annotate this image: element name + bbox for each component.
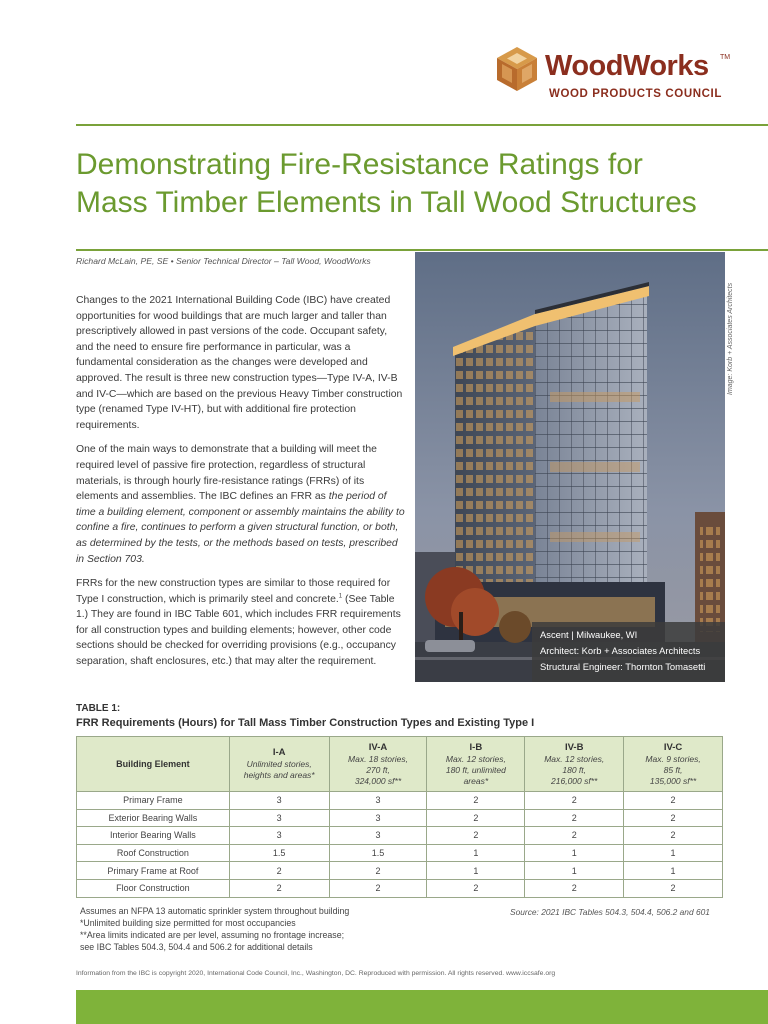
table-cell: 2 (525, 809, 624, 827)
table-cell: 2 (229, 862, 329, 880)
column-header (427, 737, 525, 792)
paragraph-3 (76, 576, 406, 670)
table-cell: 1 (525, 844, 624, 862)
column-detail: heights and areas* (243, 770, 315, 780)
column-detail: 180 ft, unlimited (445, 764, 506, 775)
paragraph-3-text: FRRs for the new construction types are similar to those required for Type I construction, which is primarily steel and concrete. (76, 578, 391, 605)
author-byline: Richard McLain, PE, SE • Senior Technical Director – Tall Wood, WoodWorks (76, 256, 371, 266)
table-row (77, 792, 723, 810)
logo-name: WoodWorks (545, 50, 709, 82)
column-type: IV-C (663, 741, 683, 753)
table-cell: 2 (525, 827, 624, 845)
table-notes (80, 905, 410, 953)
column-detail: 216,000 sf** (551, 775, 598, 786)
table-cell: 2 (427, 792, 525, 810)
caption-project: Ascent | Milwaukee, WI (540, 629, 638, 640)
table-cell: 1.5 (329, 844, 427, 862)
logo-subtitle: WOOD PRODUCTS COUNCIL (549, 88, 722, 100)
photo-credit (726, 265, 740, 395)
woodworks-logo (496, 44, 736, 106)
table-cell: 2 (624, 792, 723, 810)
article-body (76, 293, 406, 679)
column-type: IV-B (564, 741, 584, 753)
title-line-1: Demonstrating Fire-Resistance Ratings for (76, 148, 643, 181)
table-cell: 2 (329, 879, 427, 897)
table-cell: 2 (427, 827, 525, 845)
column-type: I-A (272, 747, 286, 758)
logo-trademark: TM (720, 54, 731, 61)
table-label: TABLE 1: (76, 703, 121, 714)
table-row (77, 844, 723, 862)
row-element: Roof Construction (77, 844, 230, 862)
column-detail: 85 ft, (663, 764, 683, 775)
table-cell: 2 (329, 862, 427, 880)
table-cell: 2 (427, 879, 525, 897)
table-cell: 2 (624, 809, 723, 827)
column-type: I-B (469, 741, 483, 753)
row-element: Interior Bearing Walls (77, 827, 230, 845)
frr-definition: the period of time a building element, component or assembly maintains the ability to confine a fire, continues to perform a given structural function, or both, as determined by the tests, or the methods based on tests, prescribed in Section 703. (76, 491, 405, 565)
table-cell: 2 (525, 792, 624, 810)
caption-architect: Architect: Korb + Associates Architects (540, 645, 701, 656)
footer-bar (76, 990, 768, 1024)
tower-illustration (415, 252, 725, 682)
table-row (77, 827, 723, 845)
title-divider (76, 249, 768, 251)
photo-caption (532, 622, 725, 682)
table-header-row (77, 737, 723, 792)
caption-engineer: Structural Engineer: Thornton Tomasetti (540, 661, 706, 672)
note-line: Assumes an NFPA 13 automatic sprinkler system throughout building (80, 906, 350, 916)
column-header (525, 737, 624, 792)
table-cell: 2 (624, 879, 723, 897)
column-detail: Max. 9 stories, (645, 753, 701, 764)
table-cell: 2 (427, 809, 525, 827)
table-cell: 3 (329, 792, 427, 810)
page-title (76, 146, 756, 222)
column-detail: 324,000 sf** (354, 775, 402, 786)
row-element: Primary Frame (77, 792, 230, 810)
column-type: IV-A (368, 741, 388, 753)
column-header-element: Building Element (77, 737, 230, 792)
table-cell: 1 (427, 862, 525, 880)
table-cell: 1.5 (229, 844, 329, 862)
paragraph-3-text-end: (See Table 1.) They are found in IBC Table 601, which includes FRR requirements for all construction types and building elements; however, other code sections should be checked for overriding provisions (e.g., occupancy separation, shaft enclosures, etc.) that may alter the requirement. (76, 593, 401, 668)
paragraph-2 (76, 442, 406, 567)
paragraph-2-text: One of the main ways to demonstrate that a building will meet the required level of passive fire protection, regardless of structural materials, is through hourly fire-resistance ratings (FRRs) of its elements and assemblies. The IBC defines an FRR as (76, 444, 377, 503)
table-cell: 1 (624, 844, 723, 862)
column-detail: Max. 18 stories, (348, 753, 409, 764)
top-divider (76, 124, 768, 126)
copyright-notice: Information from the IBC is copyright 2020, International Code Council, Inc., Washington, DC. Reproduced with permission. All rights reserved. www.iccsafe.org (76, 970, 556, 977)
paragraph-1: Changes to the 2021 International Building Code (IBC) have created opportunities for wood buildings that are much larger and taller than prescriptively allowed in past versions of the code. Occupant safety, and the need to ensure fire performance in particular, was a fundamental consideration as the changes were developed and approved. The result is three new construction types—Type IV-A, IV-B and IV-C—which are based on the previous Heavy Timber construction type (renamed Type IV-HT), but with additional fire protection requirements. (76, 295, 403, 431)
note-line: **Area limits indicated are per level, assuming no frontage increase; (80, 930, 345, 940)
photo-credit-text: Image: Korb + Associates Architects (727, 282, 734, 395)
column-detail: 270 ft, (366, 764, 390, 775)
frr-table (76, 736, 723, 898)
table-row (77, 809, 723, 827)
table-cell: 3 (229, 792, 329, 810)
table-row (77, 862, 723, 880)
table-cell: 2 (525, 879, 624, 897)
table-source: Source: 2021 IBC Tables 504.3, 504.4, 506.2 and 601 (510, 907, 710, 917)
row-element: Primary Frame at Roof (77, 862, 230, 880)
column-detail: Unlimited stories, (246, 759, 312, 769)
footnote-marker: 1 (338, 593, 343, 600)
row-element: Exterior Bearing Walls (77, 809, 230, 827)
table-cell: 3 (229, 809, 329, 827)
row-element: Floor Construction (77, 879, 230, 897)
building-photo (415, 252, 725, 682)
note-line: see IBC Tables 504.3, 504.4 and 506.2 for additional details (80, 942, 313, 952)
table-cell: 2 (229, 879, 329, 897)
title-line-2: Mass Timber Elements in Tall Wood Structures (76, 186, 697, 219)
table-cell: 1 (525, 862, 624, 880)
column-detail: Max. 12 stories, (445, 753, 506, 764)
wood-cube-icon (496, 46, 538, 92)
column-header (624, 737, 723, 792)
column-header (229, 737, 329, 792)
table-cell: 3 (329, 827, 427, 845)
column-detail: 180 ft, (562, 764, 587, 775)
column-detail: Max. 12 stories, (544, 753, 605, 764)
column-header (329, 737, 427, 792)
table-cell: 1 (427, 844, 525, 862)
table-row (77, 879, 723, 897)
table-title: FRR Requirements (Hours) for Tall Mass Timber Construction Types and Existing Type I (76, 717, 535, 729)
table-cell: 3 (229, 827, 329, 845)
column-detail: 135,000 sf** (649, 775, 697, 786)
column-detail: areas* (463, 775, 489, 786)
table-cell: 3 (329, 809, 427, 827)
table-cell: 2 (624, 827, 723, 845)
table-cell: 1 (624, 862, 723, 880)
note-line: *Unlimited building size permitted for most occupancies (80, 918, 296, 928)
